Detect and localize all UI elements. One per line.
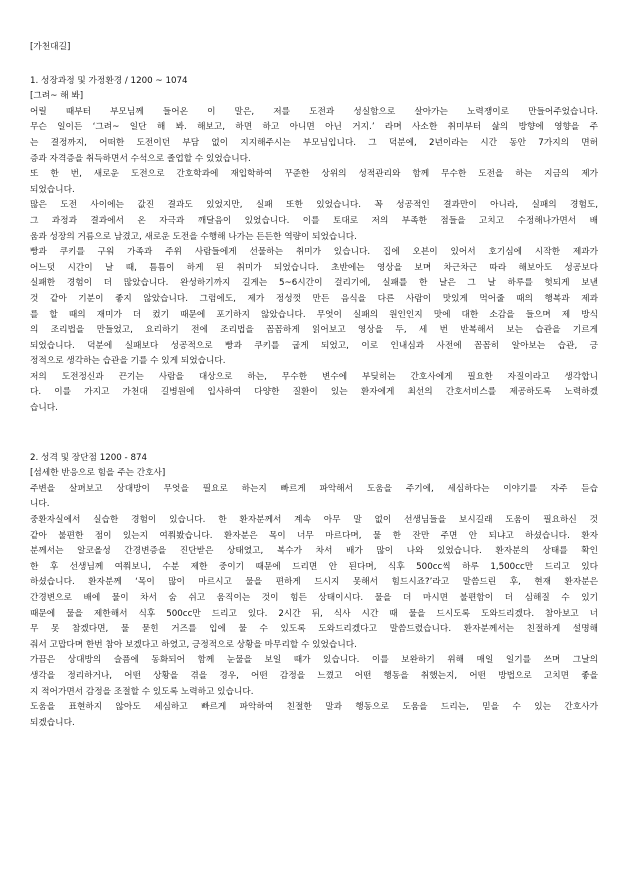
paragraph-line: 증과 자격증을 취득하면서 수석으로 졸업할 수 있었습니다. — [30, 153, 251, 164]
section-subtitle: [섬세한 반응으로 힘을 주는 간호사] — [30, 468, 166, 479]
spacer — [30, 56, 598, 74]
section-personality — [30, 451, 598, 732]
paragraph-line: 분께서는 알코올성 간경변증을 진단받은 상태였고, 복수가 차서 배가 많이 나와 있었습니다. 환자분의 상태를 확인 — [30, 546, 598, 557]
paragraph-line: 줘서 고맙다며 한번 참아 보겠다고 하였고, 긍정적으로 상황을 마무리할 수 있었습니다. — [30, 639, 357, 650]
paragraph-line: 한 후 선생님께 여쭤보니, 수분 제한 중이기 때문에 드리면 안 된다며, 식후 500cc씩 하루 1,500cc만 드리고 있다 — [30, 561, 598, 572]
paragraph-line: 무슨 일이든 ‘그려~ 일단 해 봐. 해보고, 하면 하고 아니면 아닌 거지.’ 라며 사소한 취미부터 삶의 방향에 영향을 주 — [30, 122, 598, 133]
paragraph-line: 어느덧 시간이 날 때, 틈틈이 하게 된 취미가 되었습니다. 초반에는 영상을 보며 차근차근 따라 해보아도 성공보다 — [30, 262, 598, 273]
paragraph-line: 움과 성장의 거름으로 남겼고, 새로운 도전을 수행해 나가는 든든한 역량이 되었습니다. — [30, 231, 357, 242]
section-growth — [30, 74, 598, 417]
paragraph-line: 같아 불편한 점이 있는지 여쭤봤습니다. 환자분은 목이 너무 마르다며, 물 한 잔만 주면 안 되냐고 하셨습니다. 환자 — [30, 530, 598, 541]
paragraph-line: 주변을 살펴보고 상대방이 무엇을 필요로 하는지 빠르게 파악해서 도움을 주기에, 세심하다는 이야기를 자주 듣습 — [30, 483, 598, 494]
paragraph-line: 때문에 물을 제한해서 식후 500cc만 드리고 있다. 2시간 뒤, 식사 시간 때 물을 드시도록 도와드리겠다. 참아보고 너 — [30, 608, 598, 619]
paragraph-line: 를 할 때의 재미가 더 컸기 때문에 포기하지 않았습니다. 무엇이 실패의 원인인지 맛에 대한 소감을 들으며 제 방식 — [30, 309, 598, 320]
paragraph-line: 하셨습니다. 환자분께 ‘목이 많이 마르시고 물을 편하게 드시지 못해서 힘드시죠?’라고 말씀드린 후, 현재 환자분은 — [30, 577, 598, 588]
paragraph-line: 지 적어가면서 감정을 조절할 수 있도록 노력하고 있습니다. — [30, 686, 254, 697]
paragraph-line: 빵과 쿠키를 구워 가족과 주위 사람들에게 선물하는 취미가 있습니다. 집에 오븐이 있어서 호기심에 시작한 제과가 — [30, 247, 598, 258]
paragraph-line: 중환자실에서 실습한 경험이 있습니다. 한 환자분께서 계속 아무 말 없이 선생님들을 보시길래 도움이 필요하신 것 — [30, 515, 598, 526]
paragraph-line: 습니다. — [30, 403, 58, 414]
paragraph-line: 다. 이를 가지고 가천대 길병원에 입사하여 다양한 질환이 있는 환자에게 최선의 간호서비스를 제공하도록 노력하겠 — [30, 387, 598, 398]
paragraph-line: 의 조리법을 만들었고, 요리하기 전에 조리법을 꼼꼼하게 읽어보고 영상을 두, 세 번 반복해서 보는 습관을 기르게 — [30, 325, 598, 336]
paragraph-line: 되었습니다. — [30, 184, 75, 195]
paragraph-line: 어릴 때부터 부모님께 들어온 이 말은, 저를 도전과 성실함으로 살아가는 노력쟁이로 만들어주었습니다. — [30, 106, 598, 117]
paragraph-line: 그 과정과 결과에서 온 자극과 깨달음이 있었습니다. 이를 토대로 저의 부족한 점들을 고치고 수정해나가면서 배 — [30, 215, 598, 226]
paragraph-line: 것 같아 기분이 좋지 않았습니다. 그럼에도, 제가 정성껏 만든 음식을 다른 사람이 맛있게 먹어줄 때의 행복과 제과 — [30, 293, 598, 304]
paragraph-line: 실패한 경험이 더 많았습니다. 완성하기까지 길게는 5~6시간이 걸리기에, 실패를 한 날은 그 날 하루를 헛되게 보낸 — [30, 278, 598, 289]
paragraph-line: 간경변으로 배에 물이 차서 숨 쉬고 움직이는 것이 힘든 상태이시다. 물을 더 마시면 불편함이 더 심해질 수 있기 — [30, 593, 598, 603]
paragraph-line: 무 못 참겠다면, 물 묻힌 거즈를 입에 물 수 있도록 도와드리겠다고 말씀드렸습니다. 환자분께서는 친절하게 설명해 — [30, 624, 598, 635]
paragraph-line: 되겠습니다. — [30, 717, 75, 728]
section-title: 1. 성장과정 및 가정환경 / 1200 ~ 1074 — [30, 75, 188, 86]
spacer — [30, 417, 598, 451]
paragraph-line: 또 한 번, 새로운 도전으로 간호학과에 재입학하여 꾸준한 상위의 성적관리와 함께 무수한 도전을 하는 지금의 제가 — [30, 169, 598, 180]
document-header: [가천대길] — [30, 42, 71, 52]
paragraph-line: 생각을 정리하거나, 어떤 상황을 겪을 경우, 어떤 감정을 느꼈고 어떤 행동을 취했는지, 어떤 방법으로 고치면 좋을 — [30, 670, 598, 681]
document-page — [30, 40, 598, 731]
paragraph-line: 니다. — [30, 499, 50, 510]
paragraph-line: 는 결정까지, 어떠한 도전이던 부담 없이 지지해주시는 부모님입니다. 그 덕분에, 2년이라는 시간 동안 7가지의 면허 — [30, 137, 598, 148]
section-subtitle: [그려~ 해 봐] — [30, 91, 84, 102]
paragraph-line: 도움을 표현하지 않아도 세심하고 빠르게 파악하여 친절한 말과 행동으로 도움을 드리는, 믿을 수 있는 간호사가 — [30, 702, 598, 713]
section-title: 2. 성격 및 장단점 1200 - 874 — [30, 452, 148, 463]
paragraph-line: 되었습니다. 덕분에 실패보다 성공적으로 빵과 쿠키를 굽게 되었고, 이로 인내심과 사전에 꼼꼼히 알아보는 습관, 긍 — [30, 340, 598, 351]
paragraph-line: 많은 도전 사이에는 값진 결과도 있었지만, 실패 또한 있었습니다. 꼭 성공적인 결과만이 아니라, 실패의 경험도, — [30, 200, 598, 211]
paragraph-line: 저의 도전정신과 끈기는 사람을 대상으로 하는, 무수한 변수에 부딪히는 간호사에게 필요한 자질이라고 생각합니 — [30, 371, 598, 382]
paragraph-line: 가끔은 상대방의 슬픔에 동화되어 함께 눈물을 보일 때가 있습니다. 이를 보완하기 위해 매일 일기를 쓰며 그날의 — [30, 655, 598, 666]
paragraph-line: 정적으로 생각하는 습관을 기를 수 있게 되었습니다. — [30, 356, 226, 367]
